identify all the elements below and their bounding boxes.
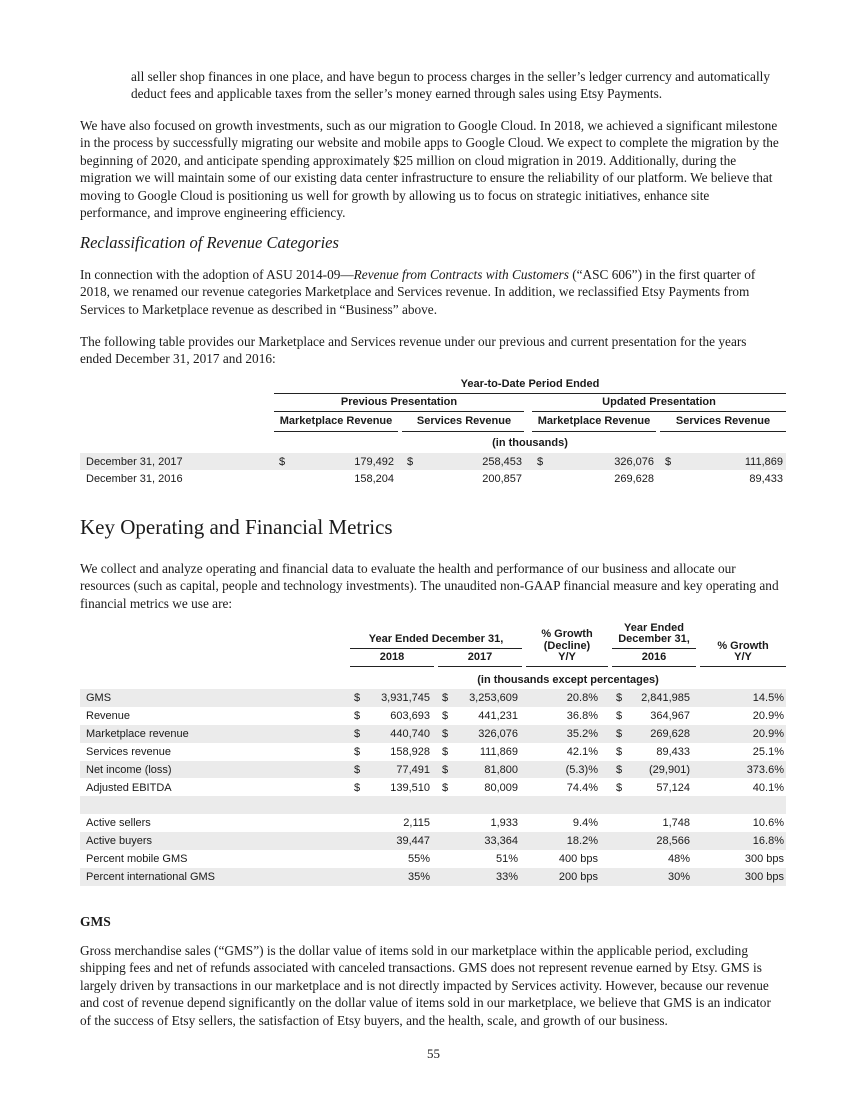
table2-cell-growth1: 35.2% <box>566 727 598 740</box>
table2-row-label: Percent international GMS <box>86 871 216 883</box>
table2-row-label: Percent mobile GMS <box>86 853 188 866</box>
reclass-text-b: (“ASC 606”) in the first quarter of 2018, we renamed our revenue categories Marketplace and Services revenue. In addition, we reclassified Etsy Payments from Services to Marketplace revenue as described in “Business” above. <box>80 267 756 317</box>
table2-cell-growth1: 18.2% <box>566 835 598 848</box>
table2-dollar: $ <box>442 692 449 704</box>
metrics-heading: Key Operating and Financial Metrics <box>80 515 393 539</box>
table2-cell-growth1: 74.4% <box>566 781 598 794</box>
table2-dollar: $ <box>354 745 361 758</box>
table2-cell-growth2: 373.6% <box>746 763 784 776</box>
table2-rule <box>612 666 696 667</box>
table2-cell-growth1: (5.3)% <box>565 763 598 776</box>
table2-dollar: $ <box>616 709 623 722</box>
table2-dollar: $ <box>442 781 449 794</box>
metrics-paragraph: We collect and analyze operating and financial data to evaluate the health and performance of our business and allocate our resources (such as capital, people and technology investments). The unaudited non-GAAP financial measure and key operating and financial metrics we use are: <box>80 561 779 611</box>
table2-header-ye2-l2: December 31, <box>618 633 690 645</box>
table2-cell-2017: 3,253,609 <box>469 692 518 704</box>
table1-cell: 158,204 <box>354 473 394 485</box>
table2-cell-2017: 33,364 <box>484 835 518 848</box>
table2-cell-2018: 139,510 <box>390 781 430 794</box>
table1-cell: 326,076 <box>614 456 654 468</box>
table1-rule <box>532 411 786 412</box>
table2-header-2016: 2016 <box>641 651 667 663</box>
table2-rule <box>350 666 434 667</box>
table1-rule <box>660 431 786 432</box>
table2-rule <box>612 648 696 649</box>
table-intro-paragraph: The following table provides our Marketplace and Services revenue under our previous and current presentation for the years ended December 31, 2017 and 2016: <box>80 334 747 367</box>
table2-units: (in thousands except percentages) <box>477 674 659 686</box>
table2-row-label: Active buyers <box>86 835 153 848</box>
table2-cell-2018: 603,693 <box>390 709 430 722</box>
table2-row-label: Net income (loss) <box>86 763 172 776</box>
table1-cell: 269,628 <box>614 473 654 485</box>
table2-dollar: $ <box>616 745 623 758</box>
table2-row-label: Adjusted EBITDA <box>86 781 172 794</box>
table2-cell-2016: 269,628 <box>650 727 690 740</box>
table2-row-label: Marketplace revenue <box>86 727 189 740</box>
table1-cell: 179,492 <box>354 456 394 468</box>
table1-cell: 258,453 <box>482 456 522 468</box>
table2-cell-growth2: 14.5% <box>752 692 784 704</box>
table2-cell-2018: 77,491 <box>396 763 430 776</box>
table-row <box>80 796 786 814</box>
table2-header-year-ended: Year Ended December 31, <box>368 633 504 645</box>
table2-dollar: $ <box>616 727 623 740</box>
table2-cell-2017: 326,076 <box>478 727 518 740</box>
table1-title: Year-to-Date Period Ended <box>460 378 600 390</box>
table2-cell-2018: 55% <box>407 853 430 866</box>
table2-cell-2018: 3,931,745 <box>381 692 430 704</box>
gms-paragraph: Gross merchandise sales (“GMS”) is the dollar value of items sold in our marketplace within the applicable period, excluding shipping fees and net of refunds associated with canceled transactions. GMS does not represent revenue earned by Etsy. GMS is largely driven by transactions in our marketplace and is not directly impacted by Services activity. However, because our revenue and cost of revenue depend significantly on the dollar value of items sold in our marketplace, we believe that GMS is an indicator of the success of Etsy sellers, the satisfaction of Etsy buyers, and the health, scale, and growth of our business. <box>80 943 771 1028</box>
table2-cell-2016: 57,124 <box>656 781 690 794</box>
table2-row-label: Revenue <box>86 709 131 722</box>
table1-col-marketplace-upd: Marketplace Revenue <box>537 415 651 427</box>
table2-cell-growth2: 300 bps <box>744 871 784 883</box>
table2-cell-growth2: 10.6% <box>752 817 784 830</box>
reclass-text-a: In connection with the adoption of ASU 2014-09— <box>80 267 354 282</box>
table2-cell-2017: 51% <box>495 853 518 866</box>
table1-rule <box>274 411 524 412</box>
table1-cell: 89,433 <box>749 473 783 485</box>
table2-row-label: Services revenue <box>86 745 171 758</box>
table2-cell-2016: 1,748 <box>662 817 690 830</box>
table2-cell-growth2: 20.9% <box>752 709 784 722</box>
table2-row-label: GMS <box>86 692 112 704</box>
table2-cell-2017: 441,231 <box>478 709 518 722</box>
reclass-text-italic: Revenue from Contracts with Customers <box>353 267 569 282</box>
table2-dollar: $ <box>616 692 623 704</box>
table1-cell: 111,869 <box>744 456 783 468</box>
table2-rule <box>700 666 786 667</box>
table1-row-label: December 31, 2016 <box>86 473 183 485</box>
table2-dollar: $ <box>442 727 449 740</box>
cloud-migration-paragraph: We have also focused on growth investments, such as our migration to Google Cloud. In 2018, we achieved a significant milestone in the process by successfully migrating our website and mobile apps to Google Cloud. We expect to complete the migration by the beginning of 2020, and anticipate spending approximately $25 million on cloud migration in 2019. Additionally, during the migration we will maintain some of our existing data center infrastructure to ensure the reliability of our platform. We believe that moving to Google Cloud is positioning us well for growth by allowing us to focus on strategic initiatives, enhance site performance, and improve engineering efficiency. <box>80 118 779 221</box>
table1-dollar: $ <box>665 456 672 468</box>
table2-dollar: $ <box>354 763 361 776</box>
page-number: 55 <box>427 1046 440 1061</box>
table2-cell-growth1: 42.1% <box>566 745 598 758</box>
table2-row-label: Active sellers <box>86 817 151 830</box>
table1-group-updated: Updated Presentation <box>602 396 716 408</box>
table2-header-growth1-l3: Y/Y <box>558 651 576 663</box>
table2-cell-2018: 440,740 <box>390 727 430 740</box>
intro-paragraph: all seller shop finances in one place, and have begun to process charges in the seller’s ledger currency and automatically deduct fees and applicable taxes from the seller’s money earned through sales using Etsy Payments. <box>131 69 770 102</box>
table2-cell-growth2: 40.1% <box>752 781 784 794</box>
table2-header-2018: 2018 <box>379 651 405 663</box>
table1-col-services-prev: Services Revenue <box>416 415 512 427</box>
table2-cell-2016: (29,901) <box>649 763 690 776</box>
table2-cell-growth2: 25.1% <box>752 745 784 758</box>
table2-header-growth2-l2: Y/Y <box>734 651 752 663</box>
table2-dollar: $ <box>616 763 623 776</box>
table2-cell-growth1: 9.4% <box>572 817 598 830</box>
table2-cell-2018: 39,447 <box>396 835 430 848</box>
table1-units: (in thousands) <box>492 437 568 449</box>
table2-cell-2018: 35% <box>407 871 430 883</box>
table2-cell-2018: 158,928 <box>390 745 430 758</box>
table2-cell-growth2: 300 bps <box>744 853 784 866</box>
table1-rule <box>532 431 656 432</box>
table2-cell-growth2: 20.9% <box>752 727 784 740</box>
table1-cell: 200,857 <box>482 473 522 485</box>
table2-rule <box>350 648 522 649</box>
table1-group-previous: Previous Presentation <box>340 396 458 408</box>
table2-cell-growth1: 400 bps <box>558 853 598 866</box>
table2-cell-growth2: 16.8% <box>752 835 784 848</box>
table2-dollar: $ <box>354 692 361 704</box>
table2-cell-2016: 28,566 <box>656 835 690 848</box>
table2-dollar: $ <box>616 781 623 794</box>
table2-cell-2017: 1,933 <box>490 817 518 830</box>
table2-dollar: $ <box>354 727 361 740</box>
table1-rule <box>274 431 398 432</box>
table1-rule <box>274 393 786 394</box>
table1-dollar: $ <box>279 456 286 468</box>
table2-cell-2018: 2,115 <box>403 817 430 830</box>
gms-heading: GMS <box>80 914 111 929</box>
table2-dollar: $ <box>354 781 361 794</box>
table2-cell-2017: 80,009 <box>484 781 518 794</box>
table2-cell-2017: 111,869 <box>479 745 518 758</box>
table2-rule <box>438 666 522 667</box>
table2-dollar: $ <box>442 709 449 722</box>
table2-cell-2017: 81,800 <box>484 763 518 776</box>
table2-header-2017: 2017 <box>467 651 493 663</box>
table2-rule <box>526 666 608 667</box>
table1-col-marketplace-prev: Marketplace Revenue <box>279 415 393 427</box>
table2-header-ye2-l1: Year Ended <box>624 622 684 634</box>
table2-dollar: $ <box>442 745 449 758</box>
table2-header-growth2-l1: % Growth <box>717 640 769 652</box>
table2-cell-2016: 364,967 <box>650 709 690 722</box>
table1-rule <box>402 431 524 432</box>
reclassification-heading: Reclassification of Revenue Categories <box>80 233 339 252</box>
table2-dollar: $ <box>354 709 361 722</box>
table2-cell-2016: 48% <box>667 853 690 866</box>
table1-col-services-upd: Services Revenue <box>675 415 771 427</box>
table2-dollar: $ <box>442 763 449 776</box>
table2-cell-2016: 30% <box>667 871 690 883</box>
table2-cell-growth1: 20.8% <box>566 692 598 704</box>
table2-cell-growth1: 36.8% <box>566 709 598 722</box>
table1-row-label: December 31, 2017 <box>86 456 183 468</box>
table2-cell-2017: 33% <box>495 871 518 883</box>
table2-cell-2016: 2,841,985 <box>641 692 690 704</box>
table2-header-growth1-l2: (Decline) <box>543 640 591 652</box>
reclassification-paragraph <box>80 266 780 318</box>
table1-dollar: $ <box>407 456 414 468</box>
table2-header-growth1-l1: % Growth <box>541 628 593 640</box>
table2-cell-growth1: 200 bps <box>558 871 598 883</box>
table1-dollar: $ <box>537 456 544 468</box>
table2-cell-2016: 89,433 <box>656 745 690 758</box>
